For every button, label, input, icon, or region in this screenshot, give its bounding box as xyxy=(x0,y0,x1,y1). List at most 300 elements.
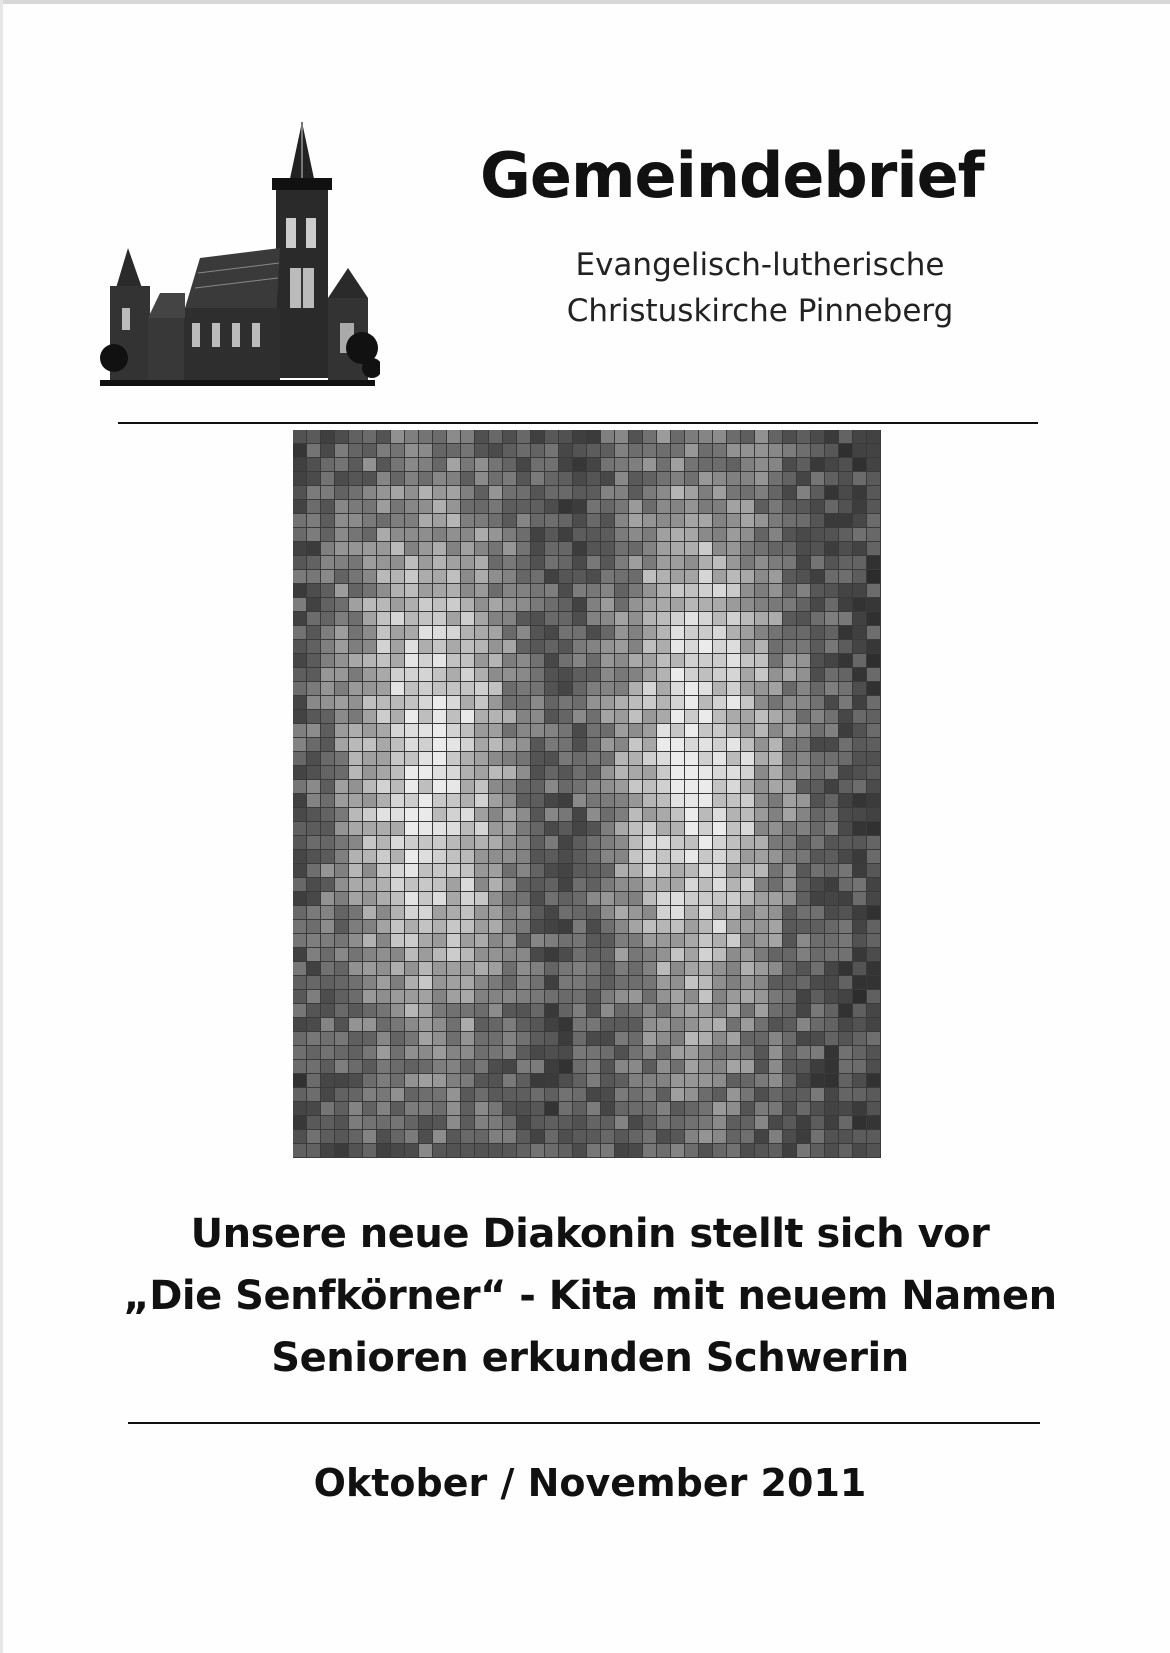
mosaic-tile xyxy=(755,682,768,695)
mosaic-tile xyxy=(839,556,852,569)
mosaic-tile xyxy=(825,1018,838,1031)
mosaic-tile xyxy=(713,696,726,709)
mosaic-tile xyxy=(783,500,796,513)
mosaic-tile xyxy=(447,444,460,457)
mosaic-tile xyxy=(671,612,684,625)
mosaic-tile xyxy=(475,948,488,961)
mosaic-tile xyxy=(475,864,488,877)
mosaic-tile xyxy=(825,696,838,709)
mosaic-tile xyxy=(545,626,558,639)
mosaic-tile xyxy=(377,1018,390,1031)
mosaic-tile xyxy=(643,878,656,891)
mosaic-tile xyxy=(503,836,516,849)
mosaic-tile xyxy=(699,682,712,695)
mosaic-tile xyxy=(447,794,460,807)
mosaic-tile xyxy=(461,486,474,499)
mosaic-tile xyxy=(503,780,516,793)
mosaic-tile xyxy=(769,472,782,485)
mosaic-tile xyxy=(475,444,488,457)
mosaic-tile xyxy=(727,682,740,695)
mosaic-tile xyxy=(839,794,852,807)
mosaic-tile xyxy=(699,612,712,625)
mosaic-tile xyxy=(615,654,628,667)
mosaic-tile xyxy=(643,458,656,471)
mosaic-tile xyxy=(461,794,474,807)
mosaic-tile xyxy=(867,626,880,639)
mosaic-tile xyxy=(811,626,824,639)
mosaic-tile xyxy=(461,738,474,751)
mosaic-tile xyxy=(363,430,376,443)
mosaic-tile xyxy=(489,864,502,877)
mosaic-tile xyxy=(615,514,628,527)
mosaic-tile xyxy=(489,934,502,947)
mosaic-tile xyxy=(629,472,642,485)
mosaic-tile xyxy=(293,1060,306,1073)
mosaic-tile xyxy=(573,878,586,891)
mosaic-tile xyxy=(545,682,558,695)
mosaic-tile xyxy=(545,1088,558,1101)
mosaic-tile xyxy=(713,640,726,653)
mosaic-tile xyxy=(615,612,628,625)
mosaic-tile xyxy=(433,640,446,653)
mosaic-tile xyxy=(363,752,376,765)
mosaic-tile xyxy=(839,668,852,681)
mosaic-tile xyxy=(657,472,670,485)
mosaic-tile xyxy=(573,752,586,765)
mosaic-tile xyxy=(713,472,726,485)
mosaic-tile xyxy=(685,598,698,611)
mosaic-tile xyxy=(545,598,558,611)
mosaic-tile xyxy=(503,920,516,933)
mosaic-tile xyxy=(699,1004,712,1017)
mosaic-tile xyxy=(825,640,838,653)
mosaic-tile xyxy=(797,444,810,457)
mosaic-tile xyxy=(601,458,614,471)
mosaic-tile xyxy=(867,850,880,863)
mosaic-tile xyxy=(699,1046,712,1059)
mosaic-tile xyxy=(307,654,320,667)
mosaic-tile xyxy=(755,500,768,513)
mosaic-tile xyxy=(797,990,810,1003)
mosaic-tile xyxy=(629,514,642,527)
mosaic-tile xyxy=(853,738,866,751)
mosaic-tile xyxy=(503,514,516,527)
mosaic-tile xyxy=(825,878,838,891)
mosaic-tile xyxy=(517,948,530,961)
mosaic-tile xyxy=(867,584,880,597)
mosaic-tile xyxy=(797,514,810,527)
mosaic-tile xyxy=(727,878,740,891)
mosaic-tile xyxy=(853,696,866,709)
mosaic-tile xyxy=(685,780,698,793)
mosaic-tile xyxy=(769,682,782,695)
mosaic-tile xyxy=(419,486,432,499)
mosaic-tile xyxy=(545,514,558,527)
mosaic-tile xyxy=(629,892,642,905)
mosaic-tile xyxy=(699,1074,712,1087)
mosaic-tile xyxy=(825,668,838,681)
mosaic-tile xyxy=(727,906,740,919)
mosaic-tile xyxy=(587,920,600,933)
mosaic-tile xyxy=(293,1116,306,1129)
mosaic-tile xyxy=(419,878,432,891)
mosaic-tile xyxy=(839,458,852,471)
mosaic-tile xyxy=(447,682,460,695)
mosaic-tile xyxy=(489,850,502,863)
mosaic-tile xyxy=(601,640,614,653)
mosaic-tile xyxy=(797,1130,810,1143)
mosaic-tile xyxy=(349,1032,362,1045)
mosaic-tile xyxy=(629,696,642,709)
mosaic-tile xyxy=(293,1074,306,1087)
mosaic-tile xyxy=(307,892,320,905)
mosaic-tile xyxy=(419,1088,432,1101)
mosaic-tile xyxy=(601,892,614,905)
mosaic-tile xyxy=(629,906,642,919)
mosaic-tile xyxy=(811,878,824,891)
mosaic-tile xyxy=(419,458,432,471)
mosaic-tile xyxy=(811,682,824,695)
mosaic-tile xyxy=(475,752,488,765)
mosaic-tile xyxy=(377,472,390,485)
mosaic-tile xyxy=(293,444,306,457)
mosaic-tile xyxy=(489,570,502,583)
mosaic-tile xyxy=(867,766,880,779)
mosaic-tile xyxy=(657,1032,670,1045)
mosaic-tile xyxy=(727,626,740,639)
mosaic-tile xyxy=(391,430,404,443)
mosaic-tile xyxy=(853,640,866,653)
mosaic-tile xyxy=(769,500,782,513)
mosaic-tile xyxy=(671,556,684,569)
mosaic-tile xyxy=(839,444,852,457)
mosaic-tile xyxy=(433,920,446,933)
mosaic-tile xyxy=(685,584,698,597)
mosaic-tile xyxy=(685,948,698,961)
mosaic-tile xyxy=(713,458,726,471)
mosaic-tile xyxy=(363,878,376,891)
mosaic-tile xyxy=(615,458,628,471)
mosaic-tile xyxy=(377,654,390,667)
mosaic-tile xyxy=(853,864,866,877)
mosaic-tile xyxy=(643,486,656,499)
mosaic-tile xyxy=(293,570,306,583)
mosaic-tile xyxy=(755,472,768,485)
mosaic-tile xyxy=(657,962,670,975)
mosaic-tile xyxy=(615,1018,628,1031)
mosaic-tile xyxy=(629,1088,642,1101)
mosaic-tile xyxy=(615,892,628,905)
mosaic-tile xyxy=(685,794,698,807)
mosaic-tile xyxy=(531,920,544,933)
mosaic-tile xyxy=(503,1074,516,1087)
mosaic-tile xyxy=(447,1046,460,1059)
mosaic-tile xyxy=(727,514,740,527)
mosaic-tile xyxy=(727,864,740,877)
mosaic-tile xyxy=(335,738,348,751)
mosaic-tile xyxy=(391,850,404,863)
mosaic-tile xyxy=(699,864,712,877)
mosaic-tile xyxy=(713,626,726,639)
mosaic-tile xyxy=(461,710,474,723)
mosaic-tile xyxy=(783,1074,796,1087)
mosaic-tile xyxy=(811,948,824,961)
mosaic-tile xyxy=(321,640,334,653)
mosaic-tile xyxy=(615,808,628,821)
mosaic-tile xyxy=(545,542,558,555)
mosaic-tile xyxy=(559,906,572,919)
mosaic-tile xyxy=(503,822,516,835)
mosaic-tile xyxy=(853,542,866,555)
mosaic-tile xyxy=(643,528,656,541)
mosaic-tile xyxy=(643,780,656,793)
mosaic-tile xyxy=(783,458,796,471)
mosaic-tile xyxy=(825,612,838,625)
mosaic-tile xyxy=(811,976,824,989)
mosaic-tile xyxy=(769,1018,782,1031)
mosaic-tile xyxy=(531,668,544,681)
mosaic-tile xyxy=(559,934,572,947)
mosaic-tile xyxy=(825,934,838,947)
mosaic-tile xyxy=(307,920,320,933)
mosaic-tile xyxy=(475,472,488,485)
mosaic-tile xyxy=(461,584,474,597)
mosaic-tile xyxy=(797,850,810,863)
mosaic-tile xyxy=(559,864,572,877)
mosaic-tile xyxy=(643,1060,656,1073)
mosaic-tile xyxy=(503,864,516,877)
mosaic-tile xyxy=(699,1116,712,1129)
mosaic-tile xyxy=(643,1130,656,1143)
mosaic-tile xyxy=(615,864,628,877)
mosaic-tile xyxy=(447,1116,460,1129)
mosaic-tile xyxy=(363,500,376,513)
mosaic-tile xyxy=(657,892,670,905)
mosaic-tile xyxy=(433,1116,446,1129)
mosaic-tile xyxy=(517,1046,530,1059)
mosaic-tile xyxy=(629,500,642,513)
mosaic-tile xyxy=(713,752,726,765)
mosaic-tile xyxy=(391,780,404,793)
mosaic-tile xyxy=(293,892,306,905)
mosaic-tile xyxy=(307,514,320,527)
mosaic-tile xyxy=(447,514,460,527)
mosaic-tile xyxy=(489,1102,502,1115)
mosaic-tile xyxy=(587,1102,600,1115)
mosaic-tile xyxy=(307,570,320,583)
mosaic-tile xyxy=(699,1088,712,1101)
mosaic-tile xyxy=(433,1018,446,1031)
mosaic-tile xyxy=(363,766,376,779)
mosaic-tile xyxy=(489,430,502,443)
mosaic-tile xyxy=(559,822,572,835)
mosaic-tile xyxy=(797,654,810,667)
mosaic-tile xyxy=(307,444,320,457)
mosaic-tile xyxy=(391,682,404,695)
mosaic-tile xyxy=(489,1130,502,1143)
mosaic-tile xyxy=(559,1032,572,1045)
mosaic-tile xyxy=(853,1102,866,1115)
mosaic-tile xyxy=(545,486,558,499)
mosaic-tile xyxy=(615,1144,628,1157)
mosaic-tile xyxy=(741,1074,754,1087)
mosaic-tile xyxy=(335,836,348,849)
mosaic-tile xyxy=(587,724,600,737)
mosaic-tile xyxy=(713,430,726,443)
mosaic-tile xyxy=(377,556,390,569)
headline: Senioren erkunden Schwerin xyxy=(271,1335,909,1381)
mosaic-tile xyxy=(755,626,768,639)
mosaic-tile xyxy=(741,1032,754,1045)
mosaic-tile xyxy=(545,752,558,765)
mosaic-tile xyxy=(321,458,334,471)
mosaic-tile xyxy=(475,1018,488,1031)
mosaic-tile xyxy=(727,920,740,933)
mosaic-tile xyxy=(755,598,768,611)
mosaic-tile xyxy=(699,724,712,737)
mosaic-tile xyxy=(293,1088,306,1101)
mosaic-tile xyxy=(699,640,712,653)
mosaic-tile xyxy=(783,822,796,835)
mosaic-tile xyxy=(489,710,502,723)
mosaic-tile xyxy=(769,1088,782,1101)
mosaic-tile xyxy=(559,1018,572,1031)
mosaic-tile xyxy=(727,724,740,737)
mosaic-tile xyxy=(853,990,866,1003)
mosaic-tile xyxy=(713,710,726,723)
mosaic-tile xyxy=(853,724,866,737)
mosaic-tile xyxy=(517,640,530,653)
mosaic-tile xyxy=(307,1102,320,1115)
mosaic-tile xyxy=(643,1102,656,1115)
mosaic-tile xyxy=(867,556,880,569)
mosaic-tile xyxy=(447,626,460,639)
mosaic-tile xyxy=(671,710,684,723)
mosaic-tile xyxy=(363,934,376,947)
mosaic-tile xyxy=(559,640,572,653)
mosaic-tile xyxy=(517,556,530,569)
mosaic-tile xyxy=(503,1032,516,1045)
mosaic-tile xyxy=(573,864,586,877)
mosaic-tile xyxy=(363,822,376,835)
mosaic-tile xyxy=(643,1144,656,1157)
mosaic-tile xyxy=(713,738,726,751)
mosaic-tile xyxy=(783,1060,796,1073)
mosaic-tile xyxy=(839,1060,852,1073)
mosaic-tile xyxy=(531,542,544,555)
mosaic-tile xyxy=(741,682,754,695)
mosaic-tile xyxy=(405,920,418,933)
mosaic-tile xyxy=(405,1032,418,1045)
mosaic-tile xyxy=(363,556,376,569)
mosaic-tile xyxy=(349,472,362,485)
mosaic-tile xyxy=(685,640,698,653)
mosaic-tile xyxy=(391,472,404,485)
mosaic-tile xyxy=(713,598,726,611)
mosaic-tile xyxy=(713,850,726,863)
mosaic-tile xyxy=(867,486,880,499)
mosaic-tile xyxy=(587,514,600,527)
mosaic-tile xyxy=(489,542,502,555)
mosaic-tile xyxy=(559,948,572,961)
mosaic-tile xyxy=(615,1060,628,1073)
mosaic-tile xyxy=(839,934,852,947)
mosaic-tile xyxy=(475,808,488,821)
mosaic-tile xyxy=(853,1144,866,1157)
mosaic-tile xyxy=(587,962,600,975)
mosaic-tile xyxy=(615,486,628,499)
mosaic-tile xyxy=(545,500,558,513)
mosaic-tile xyxy=(755,1144,768,1157)
mosaic-tile xyxy=(811,1144,824,1157)
mosaic-tile xyxy=(377,626,390,639)
mosaic-tile xyxy=(489,794,502,807)
mosaic-tile xyxy=(489,724,502,737)
mosaic-tile xyxy=(489,906,502,919)
mosaic-tile xyxy=(685,1102,698,1115)
mosaic-tile xyxy=(349,948,362,961)
mosaic-tile xyxy=(391,990,404,1003)
mosaic-tile xyxy=(405,822,418,835)
mosaic-tile xyxy=(335,430,348,443)
mosaic-tile xyxy=(517,430,530,443)
mosaic-tile xyxy=(573,906,586,919)
mosaic-tile xyxy=(503,990,516,1003)
mosaic-tile xyxy=(377,584,390,597)
mosaic-tile xyxy=(419,724,432,737)
mosaic-tile xyxy=(573,1004,586,1017)
mosaic-tile xyxy=(531,1116,544,1129)
mosaic-tile xyxy=(531,654,544,667)
mosaic-tile xyxy=(587,990,600,1003)
mosaic-tile xyxy=(671,570,684,583)
mosaic-tile xyxy=(853,1046,866,1059)
mosaic-tile xyxy=(475,850,488,863)
mosaic-tile xyxy=(503,906,516,919)
mosaic-tile xyxy=(783,1102,796,1115)
mosaic-tile xyxy=(671,836,684,849)
mosaic-tile xyxy=(349,1046,362,1059)
mosaic-tile xyxy=(321,724,334,737)
mosaic-tile xyxy=(447,486,460,499)
mosaic-tile xyxy=(727,612,740,625)
mosaic-tile xyxy=(335,724,348,737)
mosaic-tile xyxy=(377,1032,390,1045)
mosaic-tile xyxy=(825,710,838,723)
mosaic-tile xyxy=(727,528,740,541)
mosaic-tile xyxy=(405,976,418,989)
mosaic-tile xyxy=(461,528,474,541)
mosaic-tile xyxy=(839,976,852,989)
mosaic-tile xyxy=(447,1060,460,1073)
mosaic-tile xyxy=(755,542,768,555)
mosaic-tile xyxy=(517,696,530,709)
mosaic-tile xyxy=(839,682,852,695)
mosaic-tile xyxy=(839,640,852,653)
mosaic-tile xyxy=(349,864,362,877)
mosaic-tile xyxy=(657,1060,670,1073)
mosaic-tile xyxy=(377,976,390,989)
mosaic-tile xyxy=(811,1018,824,1031)
mosaic-tile xyxy=(755,710,768,723)
mosaic-tile xyxy=(699,1144,712,1157)
mosaic-tile xyxy=(433,430,446,443)
mosaic-tile xyxy=(503,878,516,891)
mosaic-tile xyxy=(545,836,558,849)
mosaic-tile xyxy=(769,1004,782,1017)
mosaic-tile xyxy=(335,878,348,891)
mosaic-tile xyxy=(853,948,866,961)
